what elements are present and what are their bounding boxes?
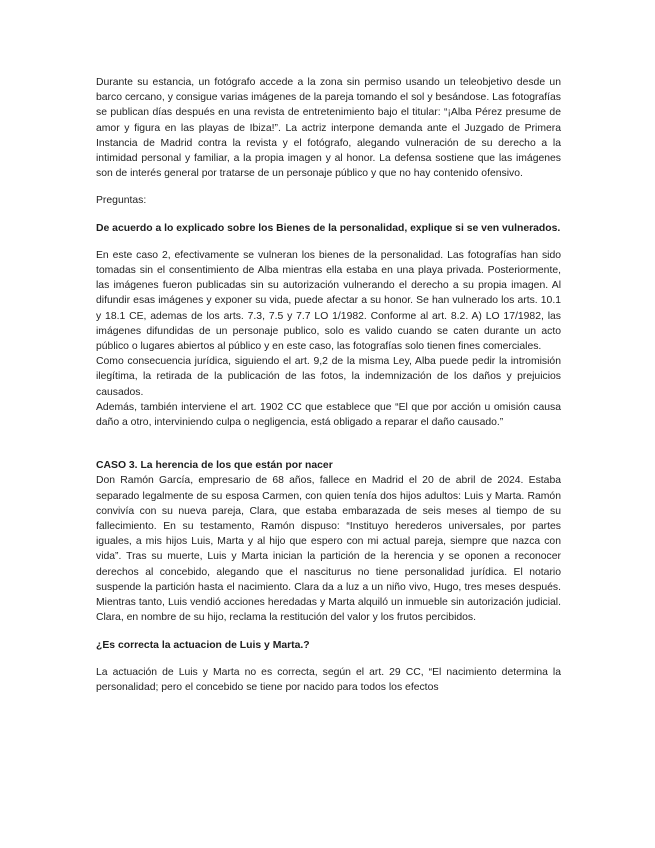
- answer-1-paragraph-3: Además, también interviene el art. 1902 CC que establece que “El que por acción u omisión causa daño a otro, interviniendo culpa o negligencia, está obligado a reparar el daño causado.”: [96, 401, 561, 429]
- answer-1-paragraph-2: Como consecuencia jurídica, siguiendo el art. 9,2 de la misma Ley, Alba puede pedir la intromisión ilegítima, la retirada de la publicación de las fotos, la indemnización de los daños y prejuicios causados.: [96, 356, 561, 398]
- case-3-text: Don Ramón García, empresario de 68 años, fallece en Madrid el 20 de abril de 2024. Estaba separado legalmente de su esposa Carmen, con quien tenía dos hijos adultos: Luis y Marta. Ramón convivía con su nueva pareja, Clara, que estaba embarazada de seis meses al tiempo de su fallecimiento. En su testamento, Ramón dispuso: “Instituyo herederos universales, por partes iguales, a mis hijos Luis, Marta y al hijo que espero con mi actual pareja, siempre que nazca con vida”. Tras su muerte, Luis y Marta inician la partición de la herencia y se oponen a reconocer derechos al concebido, alegando que el nasciturus no tiene personalidad jurídica. El notario suspende la partición hasta el nacimiento. Clara da a luz a un niño vivo, Hugo, tres meses después. Mientras tanto, Luis vendió acciones heredadas y Marta alquiló un inmueble sin autorización judicial. Clara, en nombre de su hijo, reclama la restitución del valor y los frutos percibidos.: [96, 475, 561, 624]
- question-2: ¿Es correcta la actuacion de Luis y Marta.?: [96, 639, 310, 651]
- question-1: De acuerdo a lo explicado sobre los Bienes de la personalidad, explique si se ven vulnerados.: [96, 222, 561, 234]
- intro-paragraph: Durante su estancia, un fotógrafo accede a la zona sin permiso usando un teleobjetivo desde un barco cercano, y consigue varias imágenes de la pareja tomando el sol y besándose. Las fotografías se publican días después en una revista de entretenimiento bajo el titular: “¡Alba Pérez presume de amor y figura en las playas de Ibiza!”. La actriz interpone demanda ante el Juzgado de Primera Instancia de Madrid contra la revista y el fotógrafo, alegando vulneración de su derecho a la intimidad personal y familiar, a la propia imagen y al honor. La defensa sostiene que las imágenes son de interés general por tratarse de un personaje público y que no hay contenido ofensivo.: [96, 77, 561, 180]
- answer-2-paragraph: La actuación de Luis y Marta no es correcta, según el art. 29 CC, “El nacimiento determina la personalidad; pero el concebido se tiene por nacido para todos los efectos: [96, 666, 561, 693]
- preguntas-label: Preguntas:: [96, 195, 147, 207]
- answer-1-paragraph-1: En este caso 2, efectivamente se vulneran los bienes de la personalidad. Las fotografías han sido tomadas sin el consentimiento de Alba mientras ella estaba en una playa privada. Posteriormente, las imágenes fueron publicadas sin su autorización vulnerando el derecho a su propia imagen. Al difundir esas imágenes y exponer su vida, puede afectar a su honor. Se han vulnerado los arts. 10.1 y 18.1 CE, ademas de los arts. 7.3, 7.5 y 7.7 LO 1/1982. Conforme al art. 8.2. A) LO 17/1982, las imágenes difundidas de un personaje publico, solo es valido cuando se caten durante un acto público o lugares abiertos al público y en este caso, las fotografías solo tienen fines comerciales.: [96, 249, 561, 353]
- case-3-title: CASO 3. La herencia de los que están por nacer: [96, 460, 333, 472]
